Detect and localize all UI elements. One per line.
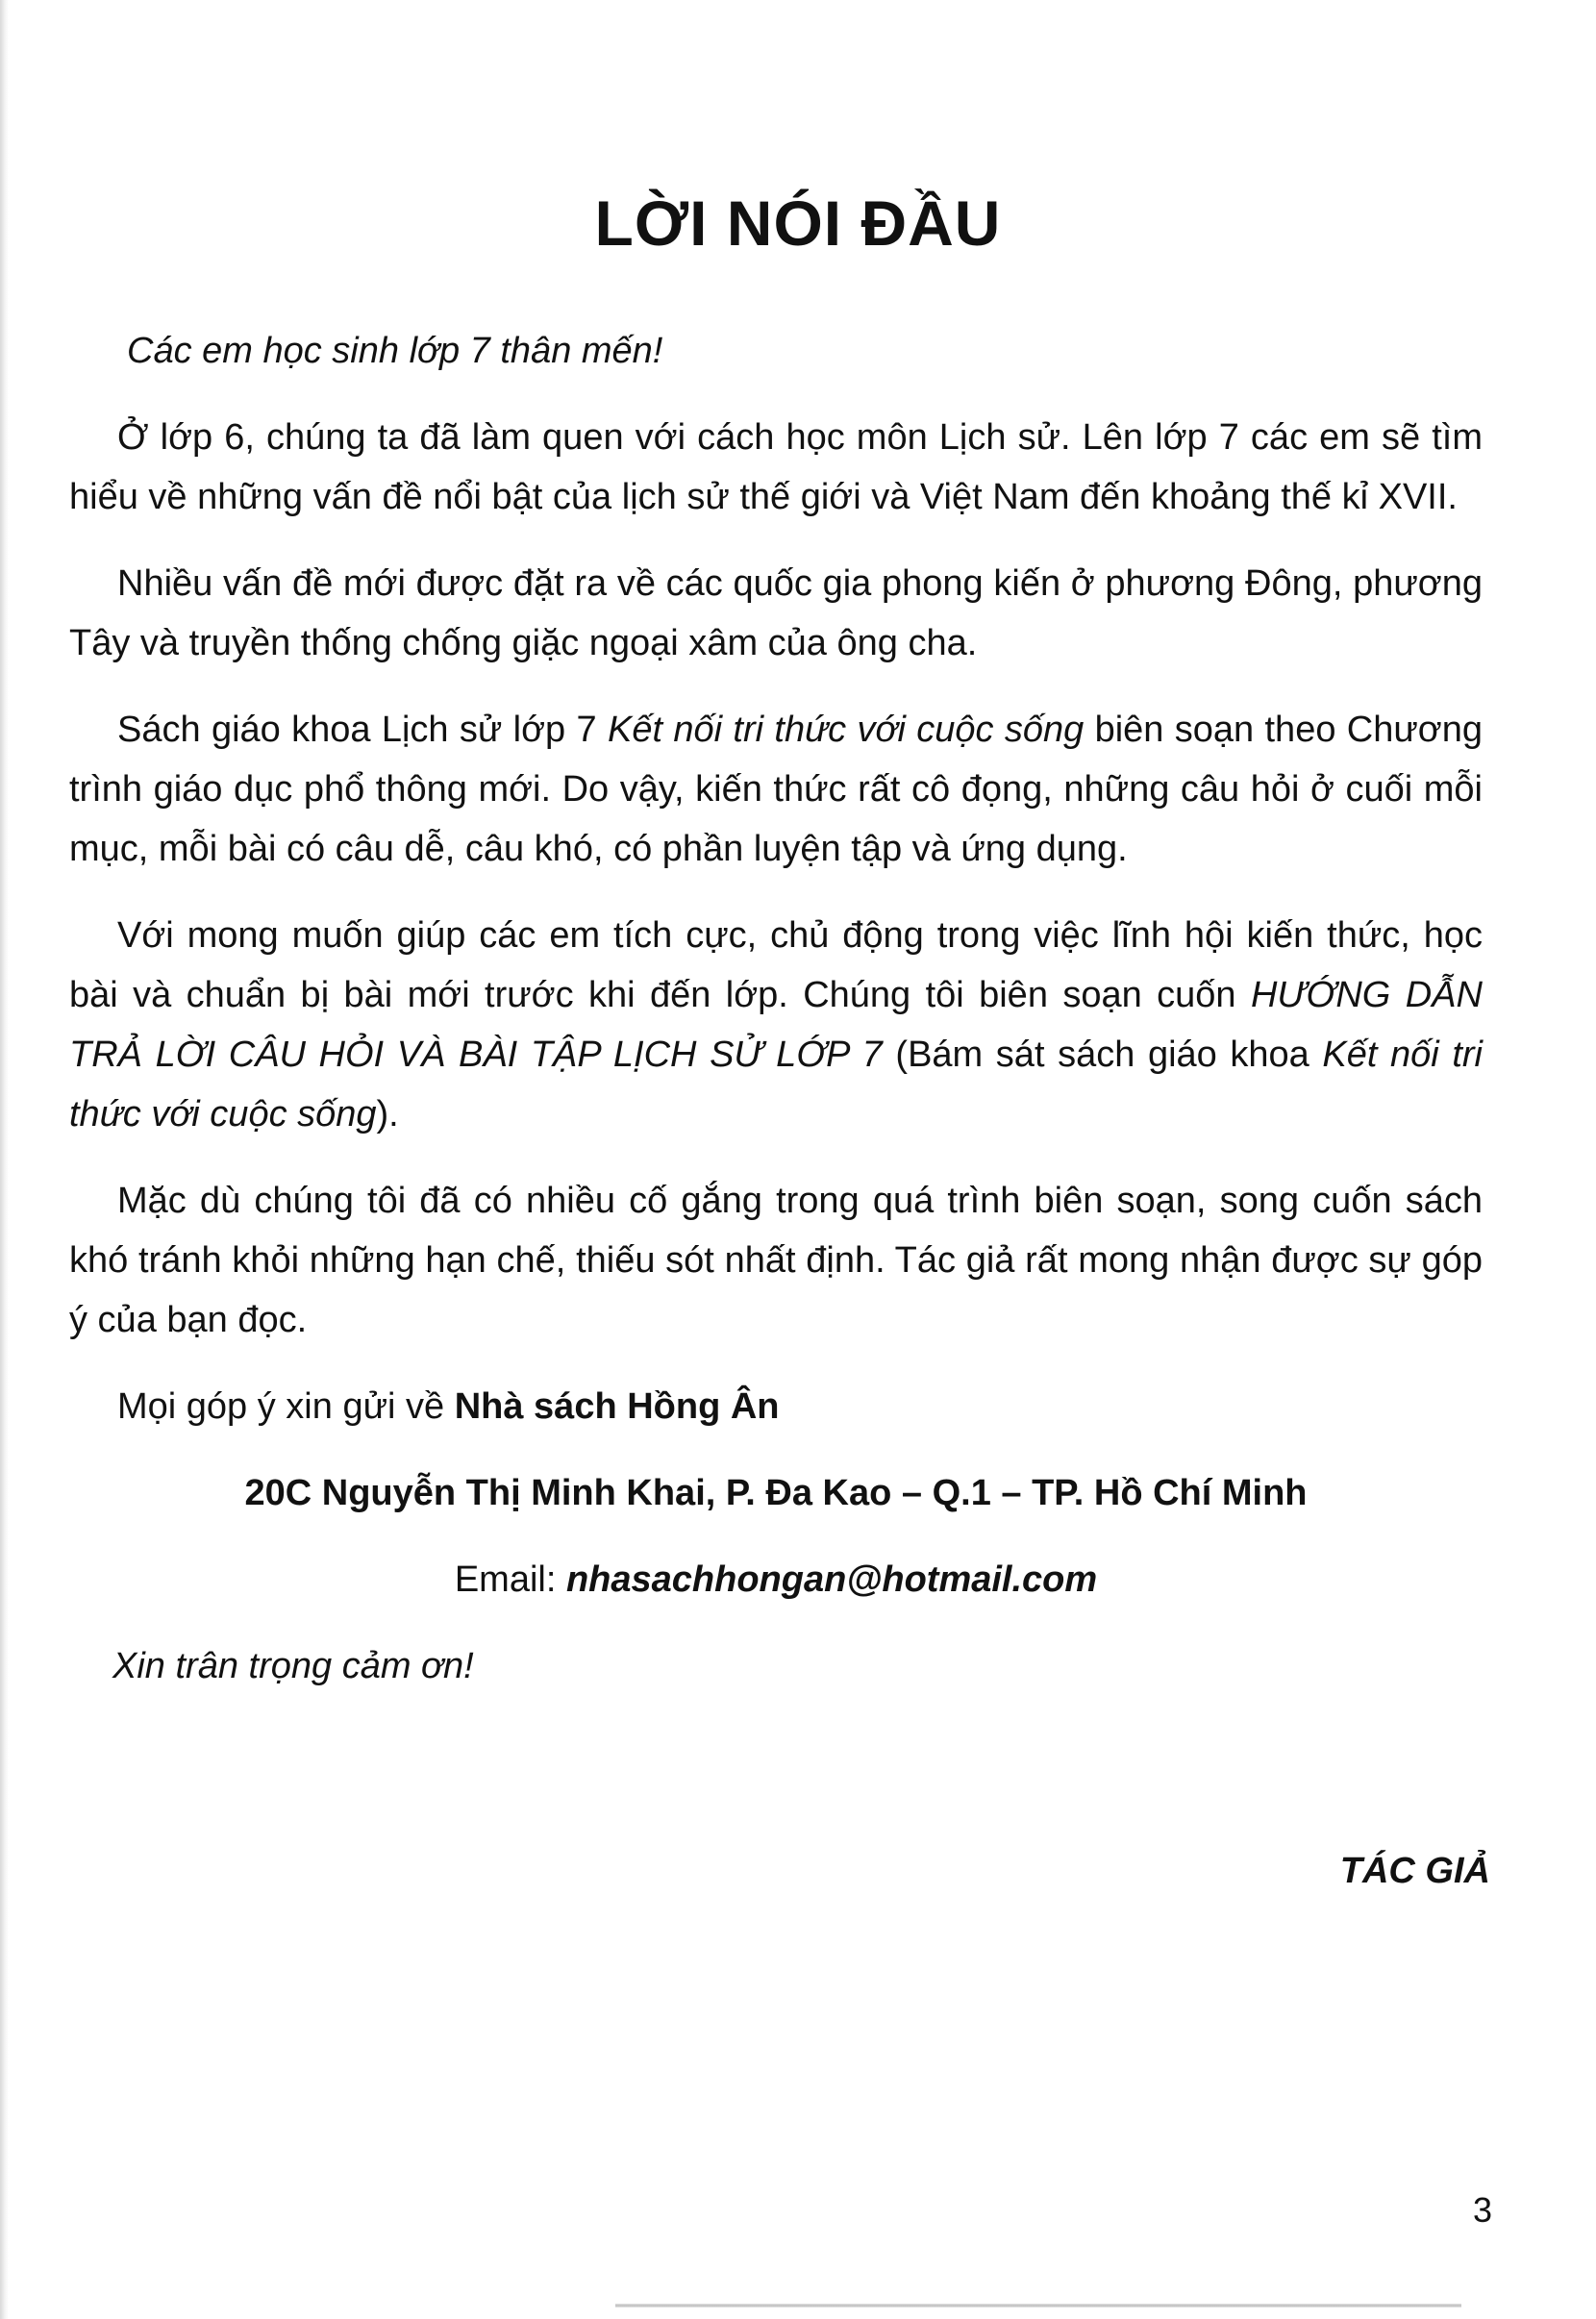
publisher-address: 20C Nguyễn Thị Minh Khai, P. Đa Kao – Q.1 – TP. Hồ Chí Minh bbox=[244, 1473, 1308, 1513]
paragraph-4-part-c: ). bbox=[376, 1094, 399, 1135]
email-label: Email: bbox=[454, 1559, 566, 1600]
contact-line bbox=[69, 1377, 1483, 1436]
preface-body bbox=[69, 321, 1483, 1723]
thanks-line: Xin trân trọng cảm ơn! bbox=[112, 1646, 474, 1686]
page-number: 3 bbox=[1472, 2190, 1492, 2230]
paragraph-5: Mặc dù chúng tôi đã có nhiều cố gắng trong quá trình biên soạn, song cuốn sách khó tránh khỏi những hạn chế, thiếu sót nhất định. Tác giả rất mong nhận được sự góp ý của bạn đọc. bbox=[69, 1181, 1483, 1340]
publisher-name: Nhà sách Hồng Ân bbox=[454, 1386, 780, 1427]
paragraph-1: Ở lớp 6, chúng ta đã làm quen với cách học môn Lịch sử. Lên lớp 7 các em sẽ tìm hiểu về những vấn đề nổi bật của lịch sử thế giới và Việt Nam đến khoảng thế kỉ XVII. bbox=[69, 417, 1483, 517]
paragraph-3-part-b: biên soạn theo Chương trình giáo dục phổ thông mới. Do vậy, kiến thức rất cô đọng, những câu hỏi ở cuối mỗi mục, mỗi bài có câu dễ, câu khó, có phần luyện tập và ứng dụng. bbox=[69, 710, 1483, 869]
guide-title: HƯỚNG DẪN TRẢ LỜI CÂU HỎI VÀ BÀI TẬP LỊCH SỬ LỚP 7 bbox=[69, 975, 1483, 1075]
page-binding-edge bbox=[0, 0, 9, 2319]
paragraph-4-part-a: Với mong muốn giúp các em tích cực, chủ động trong việc lĩnh hội kiến thức, học bài và chuẩn bị bài mới trước khi đến lớp. Chúng tôi biên soạn cuốn bbox=[69, 915, 1483, 1015]
contact-lead: Mọi góp ý xin gửi về bbox=[117, 1386, 455, 1427]
paragraph-4 bbox=[69, 906, 1483, 1144]
book-title-2: Kết nối tri thức với cuộc sống bbox=[69, 1035, 1483, 1135]
email-address: nhasachhongan@hotmail.com bbox=[565, 1559, 1098, 1600]
book-title: Kết nối tri thức với cuộc sống bbox=[607, 710, 1085, 750]
paragraph-2: Nhiều vấn đề mới được đặt ra về các quốc gia phong kiến ở phương Đông, phương Tây và truyền thống chống giặc ngoại xâm của ông cha. bbox=[69, 563, 1483, 663]
email-line bbox=[69, 1550, 1483, 1609]
page-title: LỜI NÓI ĐẦU bbox=[594, 187, 1002, 259]
paragraph-4-part-b: (Bám sát sách giáo khoa bbox=[882, 1035, 1323, 1075]
paragraph-3-part-a: Sách giáo khoa Lịch sử lớp 7 bbox=[117, 710, 608, 750]
paragraph-3 bbox=[69, 700, 1483, 879]
greeting: Các em học sinh lớp 7 thân mến! bbox=[127, 331, 663, 371]
page-bottom-edge bbox=[615, 2304, 1461, 2307]
author-signature: TÁC GIẢ bbox=[1339, 1851, 1490, 1891]
